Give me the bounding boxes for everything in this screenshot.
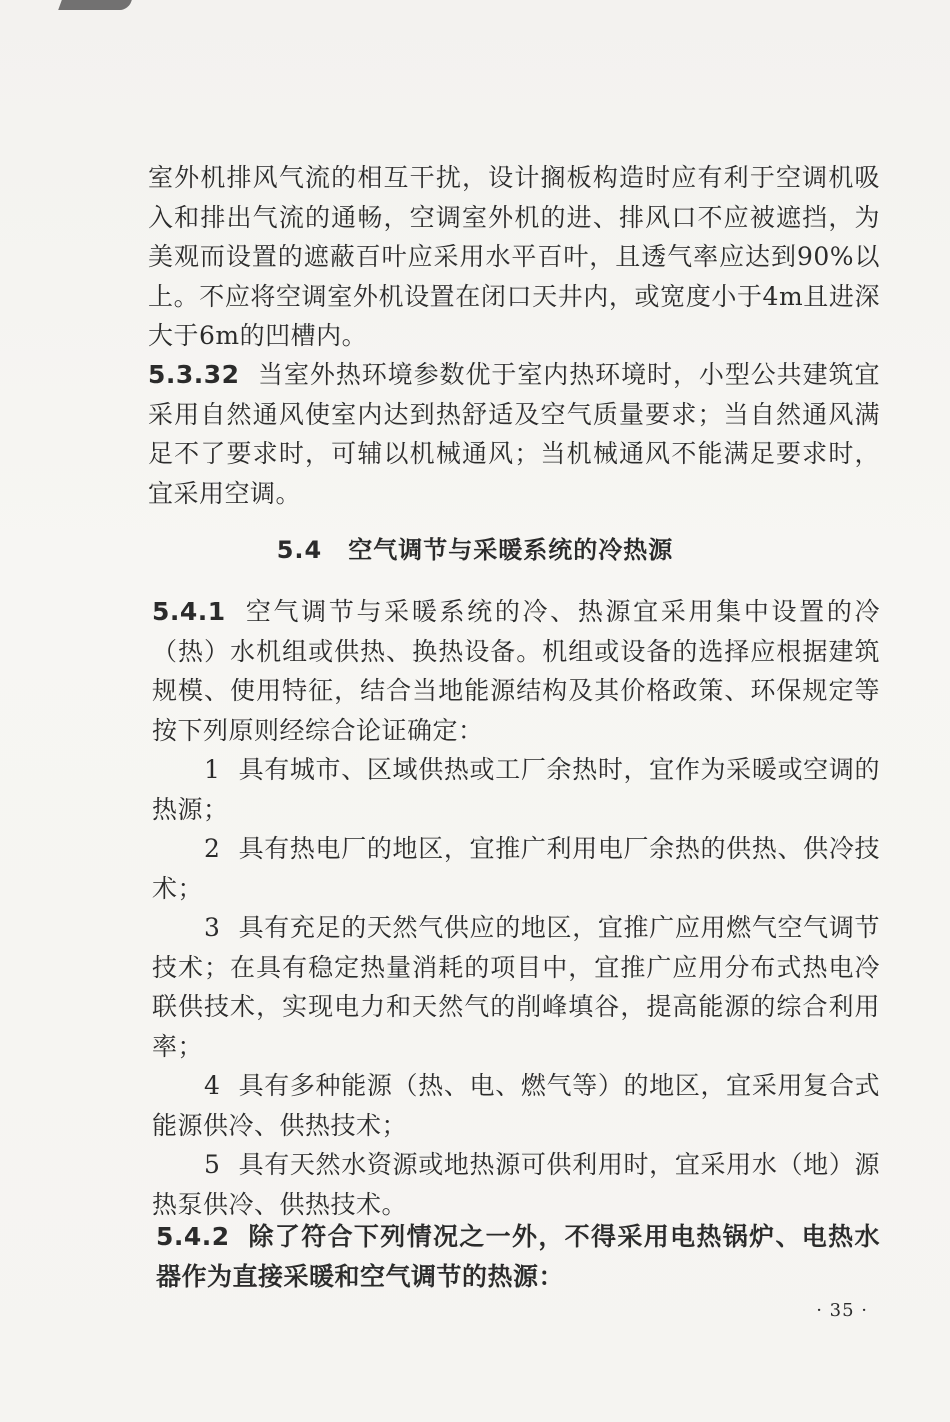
- list-item: [152, 750, 880, 829]
- clause-text: 当室外热环境参数优于室内热环境时，小型公共建筑宜采用自然通风使室内达到热舒适及空气质量要求；当自然通风满足不了要求时，可辅以机械通风；当机械通风不能满足要求时，宜采用空调。: [148, 360, 880, 508]
- clause-5-4-2: [156, 1217, 880, 1296]
- list-item-text: 具有城市、区域供热或工厂余热时，宜作为采暖或空调的热源；: [152, 755, 880, 824]
- list-item-text: 具有天然水资源或地热源可供利用时，宜采用水（地）源热泵供冷、供热技术。: [152, 1150, 880, 1219]
- page-corner-mark: [58, 0, 132, 10]
- list-item-text: 具有热电厂的地区，宜推广利用电厂余热的供热、供冷技术；: [152, 834, 880, 903]
- list-item: [152, 1145, 880, 1224]
- clause-text: 除了符合下列情况之一外，不得采用电热锅炉、电热水器作为直接采暖和空气调节的热源：: [156, 1222, 880, 1291]
- list-item-number: 1: [204, 755, 221, 784]
- list-item: [152, 1066, 880, 1145]
- list-item-number: 4: [204, 1071, 221, 1100]
- section-heading: [0, 530, 950, 565]
- clause-5-3-32: [148, 355, 880, 513]
- clause-5-4-2-paragraph: [156, 1217, 880, 1296]
- clause-5-4-1-paragraph: [152, 592, 880, 750]
- clause-text: 空气调节与采暖系统的冷、热源宜采用集中设置的冷（热）水机组或供热、换热设备。机组或设备的选择应根据建筑规模、使用特征，结合当地能源结构及其价格政策、环保规定等按下列原则经综合论证确定：: [152, 597, 880, 745]
- clause-number: 5.4.1: [152, 597, 226, 626]
- intro-paragraph-text: 室外机排风气流的相互干扰，设计搁板构造时应有利于空调机吸入和排出气流的通畅，空调室外机的进、排风口不应被遮挡，为美观而设置的遮蔽百叶应采用水平百叶，且透气率应达到90%以上。不应将空调室外机设置在闭口天井内，或宽度小于4m且进深大于6m的凹槽内。: [148, 163, 880, 350]
- intro-paragraph: [148, 158, 880, 356]
- section-title: 空气调节与采暖系统的冷热源: [348, 536, 674, 564]
- list-item-number: 2: [204, 834, 221, 863]
- clause-5-3-32-paragraph: [148, 355, 880, 513]
- list-item-text: 具有多种能源（热、电、燃气等）的地区，宜采用复合式能源供冷、供热技术；: [152, 1071, 880, 1140]
- list-item-text: 具有充足的天然气供应的地区，宜推广应用燃气空气调节技术；在具有稳定热量消耗的项目中，宜推广应用分布式热电冷联供技术，实现电力和天然气的削峰填谷，提高能源的综合利用率；: [152, 913, 880, 1061]
- clause-number: 5.3.32: [148, 360, 240, 389]
- list-item-number: 5: [204, 1150, 221, 1179]
- page-number: · 35 ·: [816, 1300, 868, 1321]
- clause-5-4-1: [152, 592, 880, 1224]
- section-number: 5.4: [276, 536, 323, 564]
- clause-number: 5.4.2: [156, 1222, 230, 1251]
- list-item-number: 3: [204, 913, 221, 942]
- list-item: [152, 829, 880, 908]
- list-item: [152, 908, 880, 1066]
